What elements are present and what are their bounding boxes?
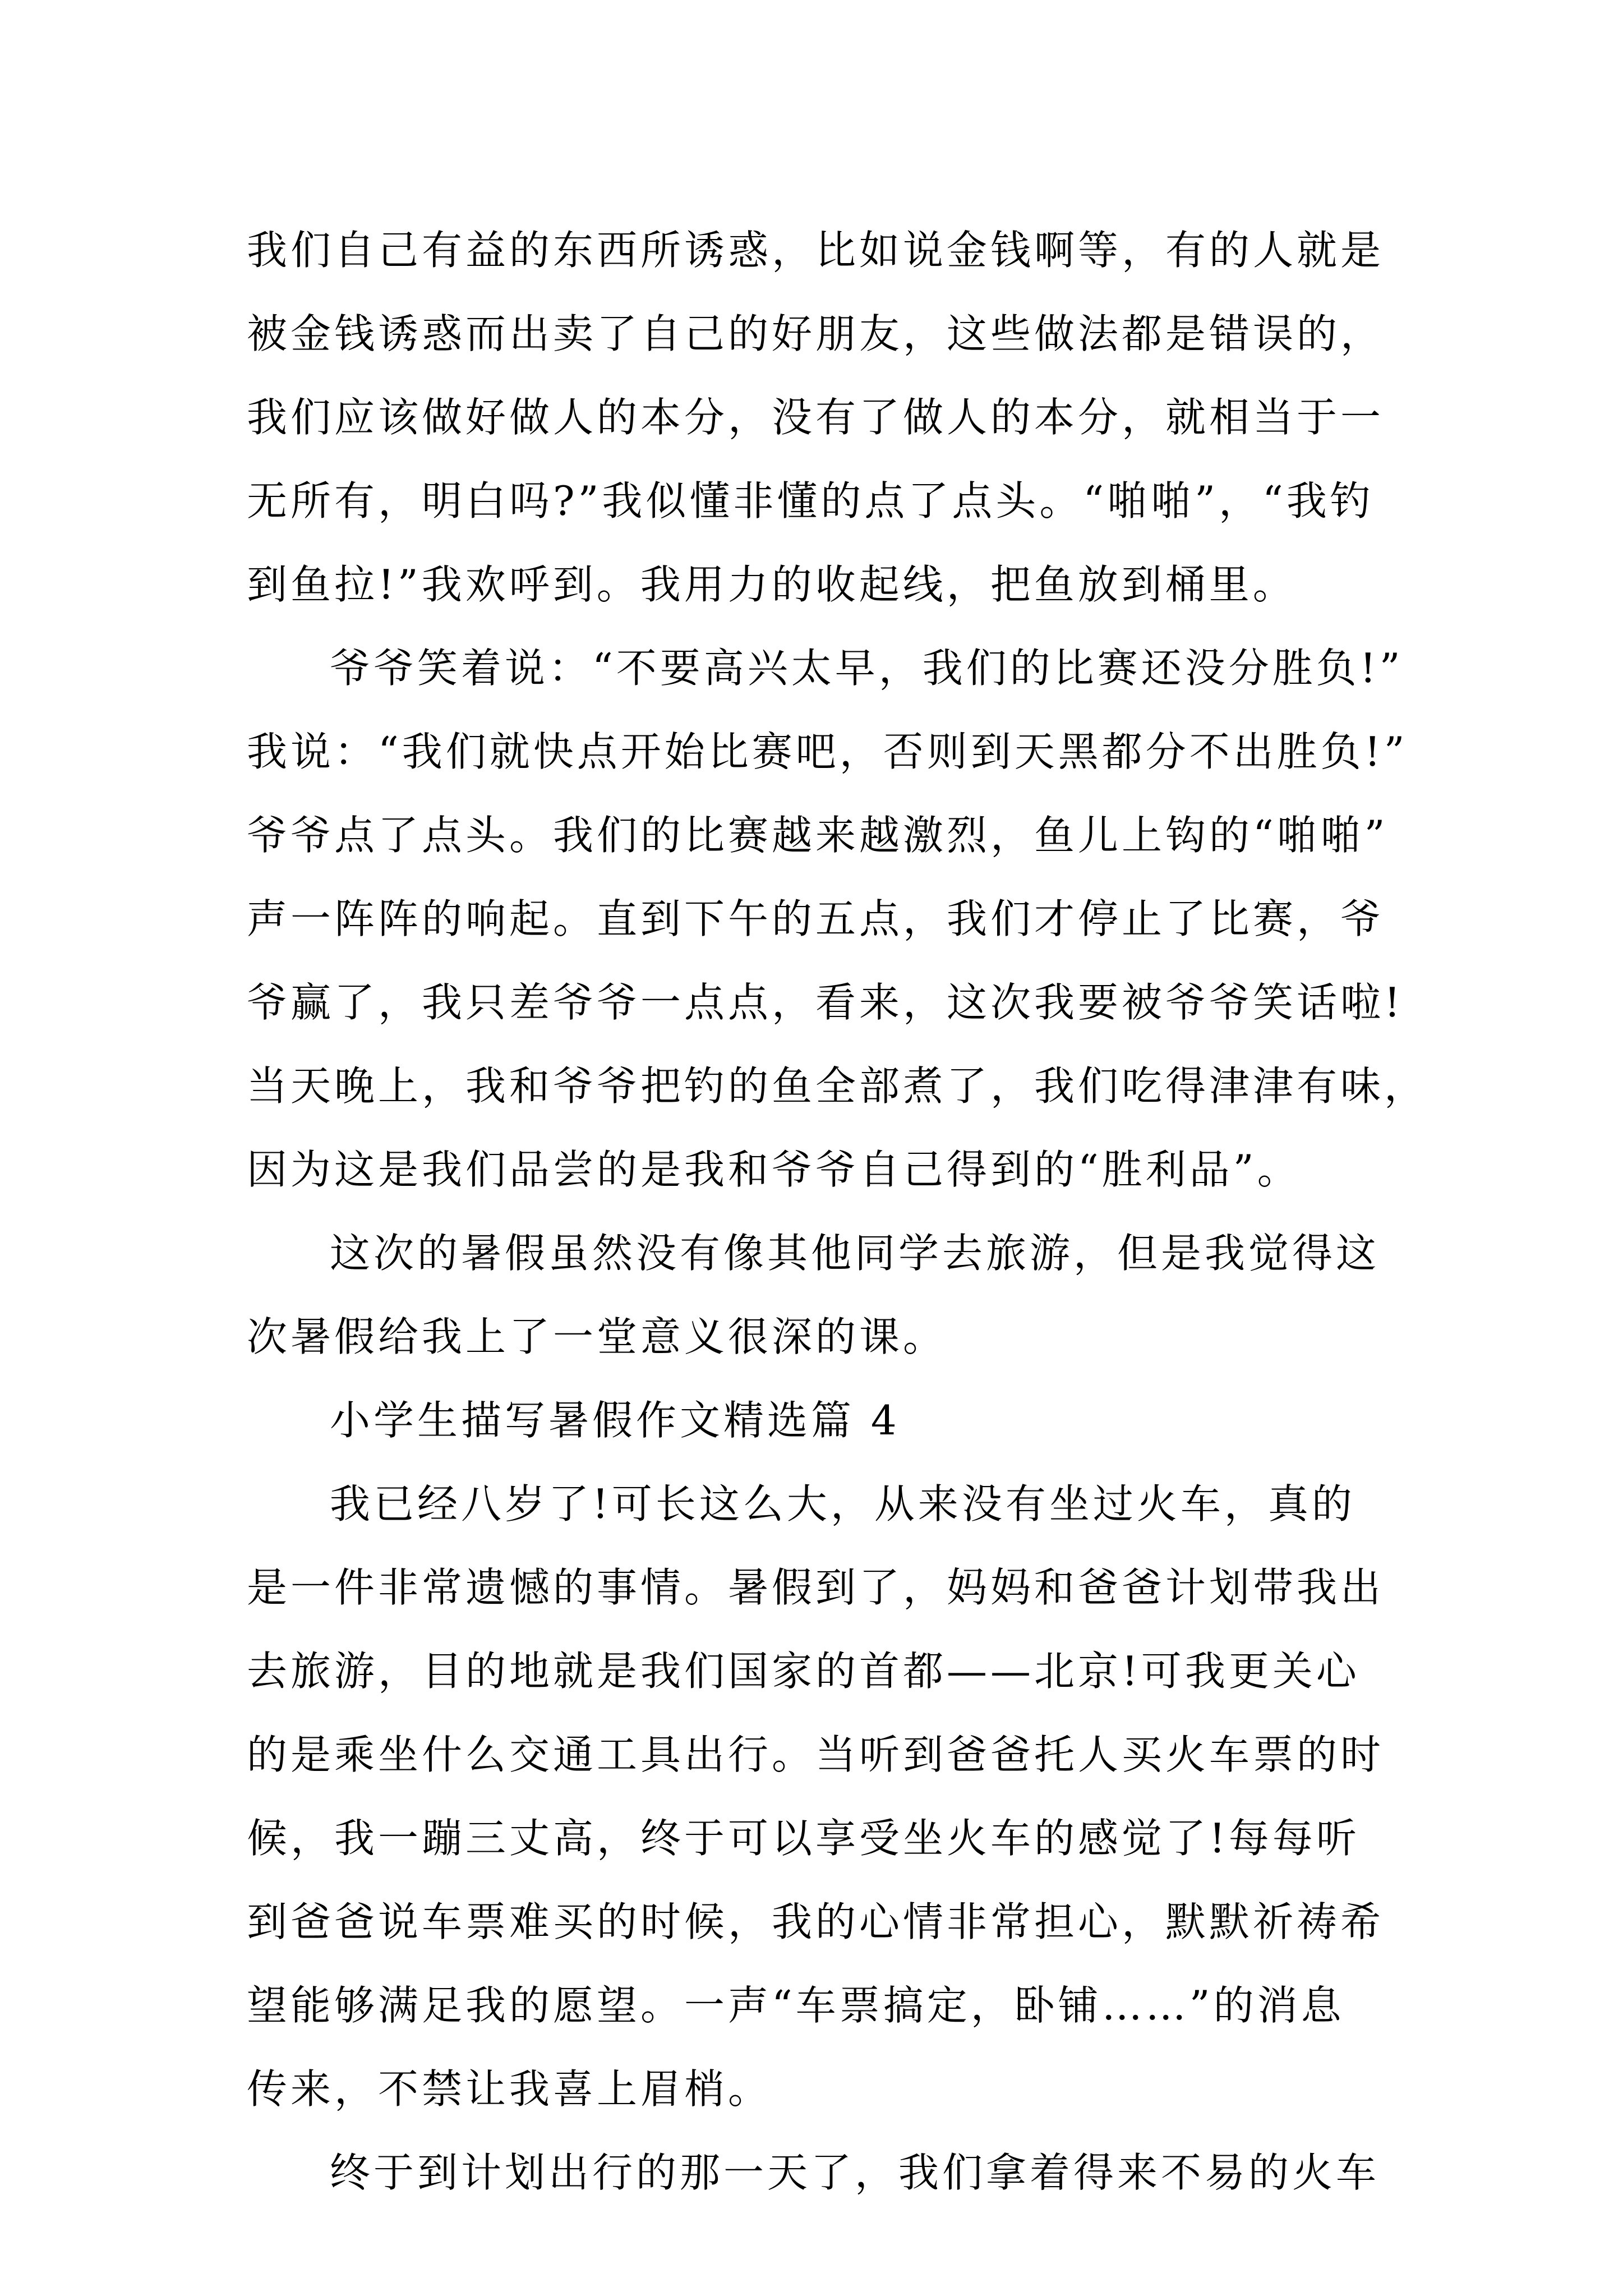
document-body (247, 209, 1430, 2215)
paragraph-first-line: 我已经八岁了!可长这么大，从来没有坐过火车，真的 (330, 1480, 1355, 1527)
text-line: 当天晚上，我和爷爷把钓的鱼全部煮了，我们吃得津津有味， (247, 1062, 1428, 1110)
paragraph-first-line: 这次的暑假虽然没有像其他同学去旅游，但是我觉得这 (330, 1230, 1380, 1277)
text-line: 到鱼拉!”我欢呼到。我用力的收起线，把鱼放到桶里。 (247, 561, 1297, 608)
text-line: 声一阵阵的响起。直到下午的五点，我们才停止了比赛，爷 (247, 895, 1385, 942)
text-line: 到爸爸说车票难买的时候，我的心情非常担心，默默祈祷希 (247, 1898, 1385, 1945)
text-line: 因为这是我们品尝的是我和爷爷自己得到的“胜利品”。 (247, 1146, 1301, 1193)
text-line: 的是乘坐什么交通工具出行。当听到爸爸托人买火车票的时 (247, 1731, 1385, 1778)
text-line: 爷爷点了点头。我们的比赛越来越激烈，鱼儿上钩的“啪啪” (247, 812, 1389, 859)
text-line: 传来，不禁让我喜上眉梢。 (247, 2065, 772, 2113)
text-line: 被金钱诱惑而出卖了自己的好朋友，这些做法都是错误的， (247, 310, 1385, 357)
paragraph-first-line: 爷爷笑着说：“不要高兴太早，我们的比赛还没分胜负!” (330, 645, 1404, 692)
text-line: 候，我一蹦三丈高，终于可以享受坐火车的感觉了!每每听 (247, 1815, 1360, 1862)
text-line: 我们自己有益的东西所诱惑，比如说金钱啊等，有的人就是 (247, 227, 1385, 274)
text-line: 无所有，明白吗?”我似懂非懂的点了点头。“啪啪”，“我钓 (247, 477, 1374, 524)
section-heading: 小学生描写暑假作文精选篇 4 (330, 1397, 900, 1444)
text-line: 是一件非常遗憾的事情。暑假到了，妈妈和爸爸计划带我出 (247, 1564, 1385, 1611)
paragraph-first-line: 终于到计划出行的那一天了，我们拿着得来不易的火车 (330, 2149, 1380, 2196)
text-line: 爷赢了，我只差爷爷一点点，看来，这次我要被爷爷笑话啦! (247, 979, 1404, 1026)
text-line: 去旅游，目的地就是我们国家的首都——北京!可我更关心 (247, 1648, 1360, 1695)
text-line: 次暑假给我上了一堂意义很深的课。 (247, 1313, 947, 1360)
text-line: 我们应该做好做人的本分，没有了做人的本分，就相当于一 (247, 394, 1385, 441)
text-line: 我说：“我们就快点开始比赛吧，否则到天黑都分不出胜负!” (247, 728, 1408, 775)
text-line: 望能够满足我的愿望。一声“车票搞定，卧铺……”的消息 (247, 1982, 1345, 2029)
